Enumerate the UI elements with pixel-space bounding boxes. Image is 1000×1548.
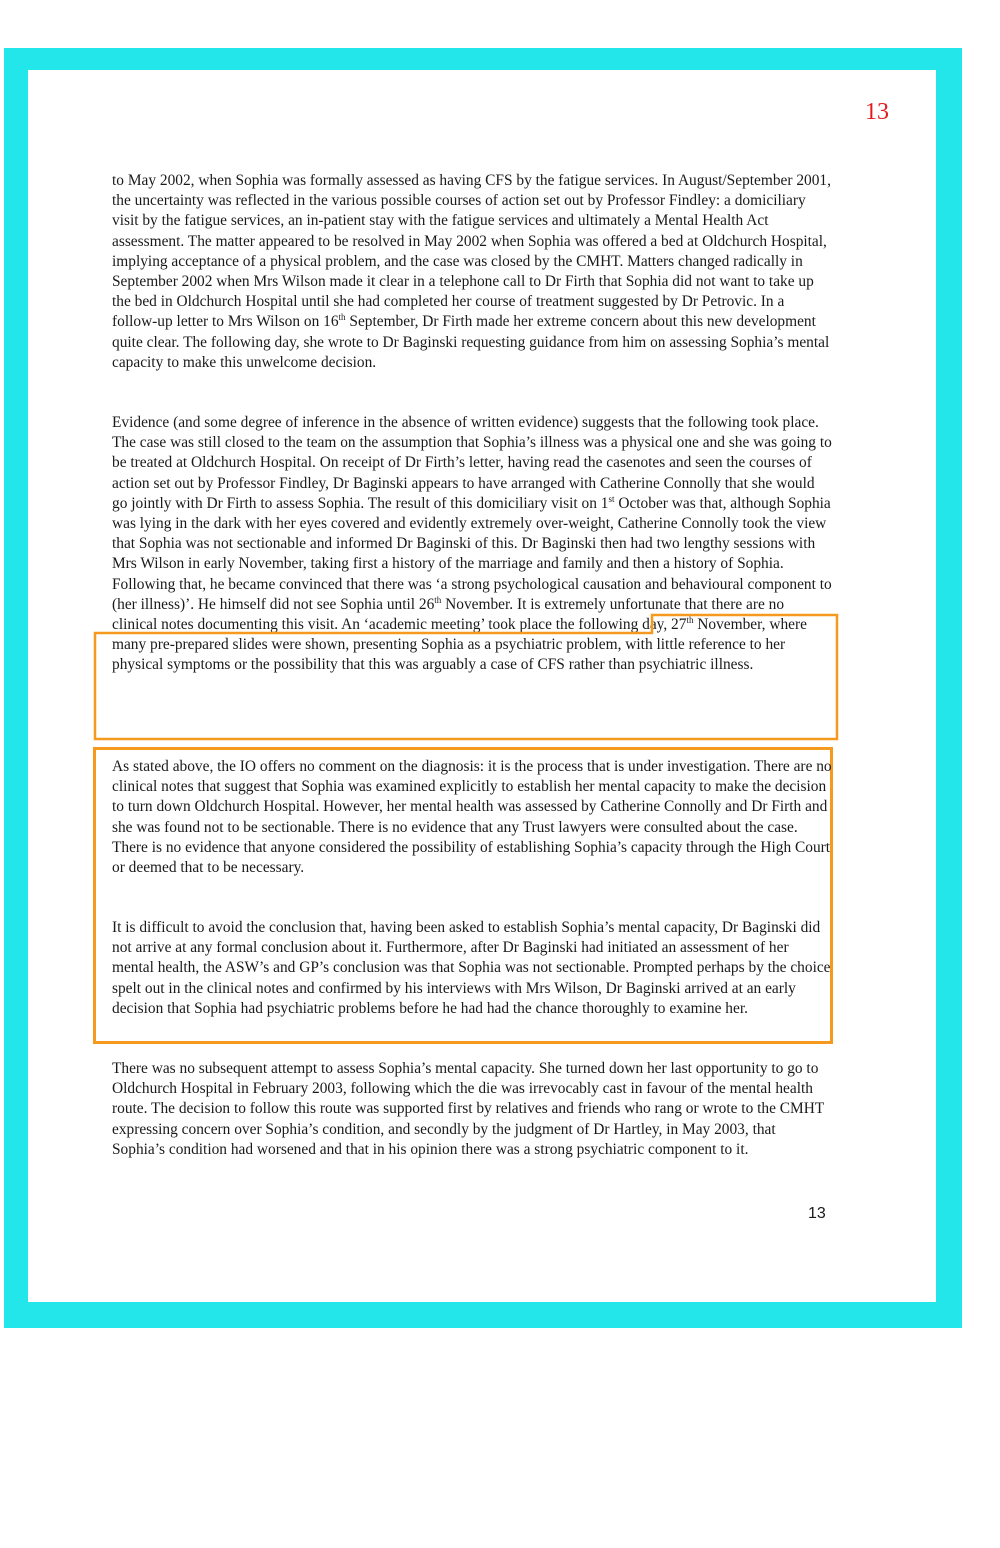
paragraph-2-text-c: November. It is extremely unfortunate that there are no clinical notes documenting this visit. An ‘academic meeting’ took place the following day, 27 bbox=[112, 595, 785, 634]
footer-page-number: 13 bbox=[808, 1205, 826, 1222]
paragraph-5-text: There was no subsequent attempt to assess Sophia’s mental capacity. She turned down her last opportunity to go to Oldchurch Hospital in February 2003, following which the die was irrevocably cast in favour of the mental health route. The decision to follow this route was supported first by relatives and friends who rang or wrote to the CMHT expressing concern over Sophia’s condition, and secondly by the judgment of Dr Hartley, in May 2003, that Sophia’s condition had worsened and that in his opinion there was a strong psychiatric component to it. bbox=[112, 1060, 824, 1158]
ordinal-suffix: th bbox=[338, 312, 346, 323]
paragraph-1-text-a: to May 2002, when Sophia was formally assessed as having CFS by the fatigue services. In August/September 2001, the uncertainty was reflected in the various possible courses of action set out by Professor Findley: a domiciliary visit by the fatigue services, an in-patient stay with the fatigue services and ultimately a Mental Health Act assessment. The matter appeared to be resolved in May 2002 when Sophia was offered a bed at Oldchurch Hospital, implying acceptance of a physical problem, and the case was closed by the CMHT. Matters changed radically in September 2002 when Mrs Wilson made it clear in a telephone call to Dr Firth that Sophia did not want to take up the bed in Oldchurch Hospital until she had completed her course of treatment suggested by Dr Petrovic. In a follow-up letter to Mrs Wilson on 16 bbox=[112, 172, 831, 331]
ordinal-suffix: th bbox=[686, 615, 694, 626]
ordinal-suffix: st bbox=[608, 493, 615, 504]
paragraph-2-text-b: October was that, although Sophia was lying in the dark with her eyes covered and evidently extremely over-weight, Catherine Connolly took the view that Sophia was not sectionable and informed Dr Baginski of this. Dr Baginski then had two lengthy sessions with Mrs Wilson in early November, taking first a history of the marriage and family and then a history of Sophia. Following that, he became convinced that there was ‘a strong psychological causation and behavioural component to (her illness)’. He himself did not see Sophia until 26 bbox=[112, 494, 832, 613]
paragraph-3 bbox=[112, 757, 832, 878]
paragraph-5 bbox=[112, 1059, 832, 1160]
page-number-red: 13 bbox=[865, 99, 889, 125]
paragraph-2-text-a: Evidence (and some degree of inference in the absence of written evidence) suggests that the following took place. The case was still closed to the team on the assumption that Sophia’s illness was a physical one and she was going to be treated at Oldchurch Hospital. On receipt of Dr Firth’s letter, having read the casenotes and seen the courses of action set out by Professor Findley, Dr Baginski appears to have arranged with Catherine Connolly that she would go jointly with Dr Firth to assess Sophia. The result of this domiciliary visit on 1 bbox=[112, 414, 832, 512]
paragraph-2-text-d: November, where many pre-prepared slides were shown, presenting Sophia as a psychiatric problem, with little reference to her physical symptoms or the possibility that this was arguably a case of CFS rather than psychiatric illness. bbox=[112, 616, 807, 674]
highlight-box-1 bbox=[93, 613, 839, 741]
paragraph-4 bbox=[112, 918, 832, 1019]
paragraph-4-text: It is difficult to avoid the conclusion that, having been asked to establish Sophia’s mental capacity, Dr Baginski did not arrive at any formal conclusion about it. Furthermore, after Dr Baginski had initiated an assessment of her mental health, the ASW’s and GP’s conclusion was that Sophia was not sectionable. Prompted perhaps by the choice spelt out in the clinical notes and confirmed by his interviews with Mrs Wilson, Dr Baginski arrived at an early decision that Sophia had psychiatric problems before he had had the chance thoroughly to examine her. bbox=[112, 919, 831, 1017]
paragraph-1-text-b: September, Dr Firth made her extreme concern about this new development quite clear. The following day, she wrote to Dr Baginski requesting guidance from him on assessing Sophia’s mental capacity to make this unwelcome decision. bbox=[112, 313, 830, 371]
paragraph-3-text: As stated above, the IO offers no comment on the diagnosis: it is the process that is under investigation. There are no clinical notes that suggest that Sophia was examined explicitly to establish her mental capacity to make the decision to turn down Oldchurch Hospital. However, her mental health was assessed by Catherine Connolly and Dr Firth and she was found not to be sectionable. There is no evidence that any Trust lawyers were consulted about the case. There is no evidence that anyone considered the possibility of establishing Sophia’s capacity through the High Court or deemed that to be necessary. bbox=[112, 758, 832, 877]
paragraph-1 bbox=[112, 171, 832, 373]
ordinal-suffix: th bbox=[434, 594, 442, 605]
